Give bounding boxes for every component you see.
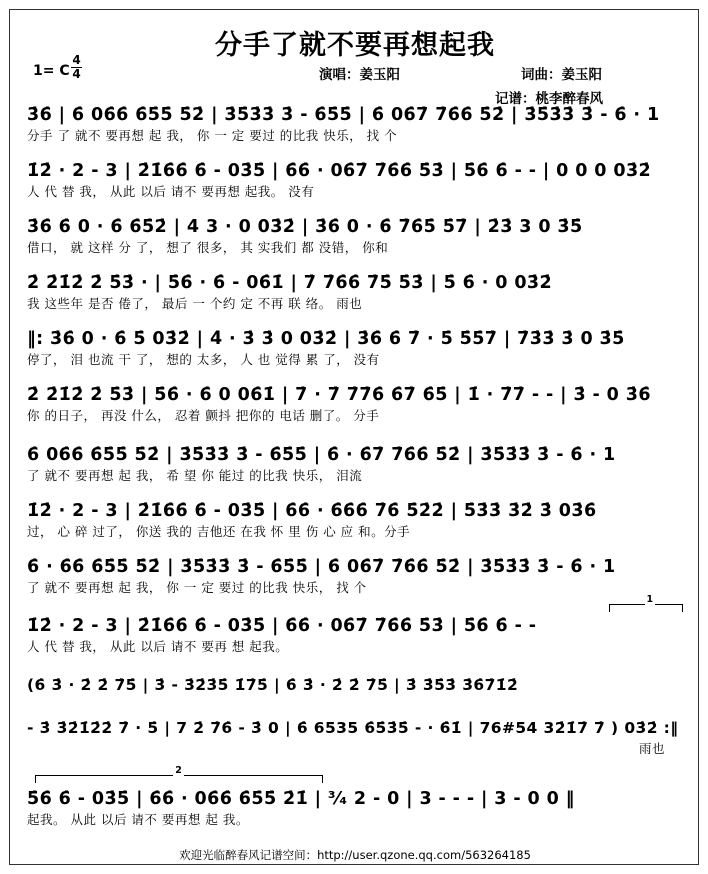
notation-line: 2̇ 2̇1̇2̇ 2̇ 5̇3̇ | 5̇6̇ · 6̇ 0 06̇1̇ | 7̇ · 7̇ 7̇7̇6̇ 6̇7̇ 6̇5̇ | 1̇ · 7̇7̇ - - | 3̇ - 0 3̇6̇ — [27, 385, 651, 405]
lyrics-line: 我 这些年 是否 倦了， 最后 一 个约 定 不再 联 络。 雨也 — [27, 296, 363, 311]
credit-notation: 记谱：桃李醉春风 — [495, 91, 603, 107]
lyrics-line: 了 就不 要再想 起 我， 你 一 定 要过 的比我 快乐， 找 个 — [27, 580, 367, 595]
music-system — [27, 383, 687, 425]
lyrics-line: 你 的日子， 再没 什么， 忍着 颤抖 把你的 电话 删了。 分手 — [27, 408, 380, 423]
lyrics-line: 人 代 替 我， 从此 以后 请不 要再想 起我。 没有 — [27, 184, 315, 199]
notation-line: 5̇6̇ 6̇ - 03̇5̇ | 6̇6̇ · 06̇6̇ 6̇5̇5̇ 2̇1̇ | ³⁄₄ 2 - 0 | 3 - - - | 3 - 0 0 ‖ — [27, 789, 575, 809]
music-system — [27, 499, 687, 541]
lyrics-line: 了 就不 要再想 起 我， 希 望 你 能过 的比我 快乐， 泪流 — [27, 468, 363, 483]
music-system — [27, 673, 687, 715]
credit-singer: 演唱：姜玉阳 — [319, 67, 400, 83]
music-system — [27, 555, 687, 597]
music-system — [27, 716, 687, 758]
notation-line: 2̇ 2̇1̇2̇ 2̇ 5̇3̇ · | 5̇6̇ · 6̇ - 06̇1̇ | 7̇ 7̇6̇6̇ 7̇5̇ 5̇3̇ | 5̇ 6̇ · 0 03̇2̇ — [27, 273, 553, 293]
footer-note: 欢迎光临醉春风记谱空间：http://user.qzone.qq.com/563264185 — [179, 848, 531, 862]
lyrics-line: 过， 心 碎 过了， 你送 我的 吉他还 在我 怀 里 伤 心 应 和。分手 — [27, 524, 411, 539]
notation-line: 3̇6̇ | 6̇ 06̇6̇ 6̇5̇5̇ 5̇2̇ | 3̇5̇3̇3̇ 3̇ - 6̇5̇5̇ | 6̇ 06̇7̇ 7̇6̇6̇ 5̇2̇ | 3̇5̇3̇3̇ 3̇ - 6̇ · 1 — [27, 105, 660, 125]
time-signature — [71, 55, 82, 80]
music-system — [27, 765, 687, 829]
time-signature-numerator: 4 — [72, 53, 81, 67]
music-system — [27, 159, 687, 201]
notation-line: ‖: 3̇6̇ 0 · 6̇ 5̇ 03̇2̇ | 4̇ · 3̇ 3̇ 0 03̇2̇ | 3̇6̇ 6̇ 7̇ · 5̇ 5̇5̇7̇ | 7̇3̇3̇ 3̇ 0 3̇5̇ — [27, 329, 625, 349]
music-system — [27, 271, 687, 313]
music-system — [27, 594, 687, 656]
music-system — [27, 443, 687, 485]
notation-line: (6̇ 3̇ · 2̇ 2̇ 7̇5̇ | 3̇ - 3̇2̇3̇5̇ 1̇7̇5̇ | 6̇ 3̇ · 2̇ 2̇ 7̇5̇ | 3̇ 3̇5̇3̇ 3̇6̇7̇1̇2̇ — [27, 676, 519, 694]
notation-line: 6̇ · 6̇6̇ 6̇5̇5̇ 5̇2̇ | 3̇5̇3̇3̇ 3̇ - 6̇5̇5̇ | 6̇ 06̇7̇ 7̇6̇6̇ 5̇2̇ | 3̇5̇3̇3̇ 3̇ - 6̇ · 1 — [27, 557, 616, 577]
notation-line: 1̇2̇ · 2 - 3 | 2̇1̇6̇6̇ 6̇ - 03̇5̇ | 6̇6̇ · 6̇6̇6̇ 7̇6̇ 5̇2̇2̇ | 5̇3̇3̇ 3̇2̇ 3̇ 03̇6̇ — [27, 501, 597, 521]
second-ending-bracket — [35, 765, 323, 783]
notation-line: - 3̇ 3̇2̇1̇2̇2̇ 7̇ · 5̇ | 7 2̇ 7̇6̇ - 3̇ 0 | 6̇ 6535 6̇5̇3̇5̇ - · 6̇1̇ | 76#54 32̇1̇7̇ 7̇ ) 03̇2̇ :‖ — [27, 719, 679, 737]
ending-number: 2 — [175, 765, 182, 776]
page-title: 分手了就不要再想起我 — [215, 30, 495, 61]
notation-line: 1̇2̇ · 2 - 3 | 2̇1̇6̇6̇ 6̇ - 03̇5̇ | 6̇6̇ · 06̇7̇ 7̇6̇6̇ 5̇3̇ | 5̇6̇ 6̇ - - — [27, 616, 537, 636]
music-system — [27, 103, 687, 145]
key-signature: 1= C — [33, 63, 70, 79]
music-system — [27, 215, 687, 257]
time-signature-denominator: 4 — [72, 67, 81, 81]
first-ending-bracket — [609, 594, 683, 612]
lyrics-line — [27, 697, 687, 715]
credit-lyricist-composer: 词曲：姜玉阳 — [521, 67, 602, 83]
music-system — [27, 327, 687, 369]
lyrics-line: 人 代 替 我， 从此 以后 请不 要再 想 起我。 — [27, 639, 289, 654]
notation-line: 3̇6̇ 6̇ 0 · 6̇ 6̇5̇2̇ | 4 3 · 0 03̇2̇ | 3̇6̇ 0 · 6̇ 7̇6̇5̇ 5̇7̇ | 2̇3̇ 3 0 3̇5̇ — [27, 217, 583, 237]
lyrics-line: 分手 了 就不 要再想 起 我， 你 一 定 要过 的比我 快乐， 找 个 — [27, 128, 398, 143]
ending-number: 1 — [646, 594, 654, 605]
lyrics-line: 起我。 从此 以后 请不 要再想 起 我。 — [27, 812, 249, 827]
notation-line: 1̇2̇ · 2 - 3 | 2̇1̇6̇6̇ 6̇ - 03̇5̇ | 6̇6̇ · 06̇7̇ 7̇6̇6̇ 5̇3̇ | 5̇6̇ 6̇ - - | 0 0 0 03̇2̇ — [27, 161, 652, 181]
lyrics-line: 雨也 — [638, 741, 665, 756]
lyrics-line: 停了， 泪 也流 干 了， 想的 太多， 人 也 觉得 累 了， 没有 — [27, 352, 380, 367]
lyrics-line: 借口， 就 这样 分 了， 想了 很多， 其 实我们 都 没错， 你和 — [27, 240, 389, 255]
notation-line: 6̇ 06̇6̇ 6̇5̇5̇ 5̇2̇ | 3̇5̇3̇3̇ 3̇ - 6̇5̇5̇ | 6̇ · 6̇7̇ 7̇6̇6̇ 5̇2̇ | 3̇5̇3̇3̇ 3̇ - 6̇ · 1 — [27, 445, 616, 465]
